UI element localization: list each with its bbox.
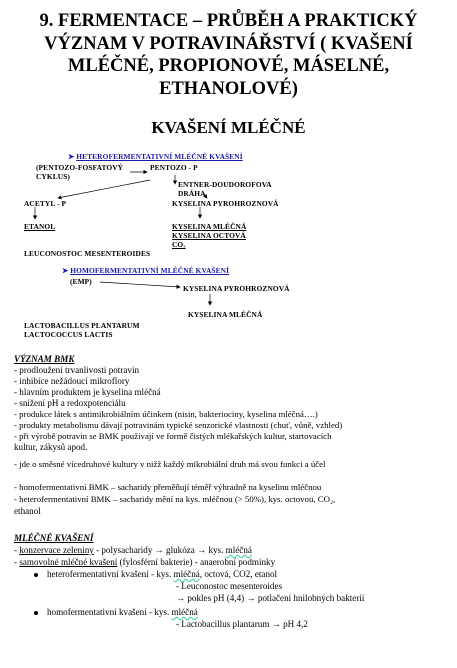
co2-node: CO₂ (172, 240, 186, 249)
lactobacillus-label: LACTOBACILLUS PLANTARUM (24, 321, 140, 330)
entner-node: ENTNER-DOUDOROFOVA (178, 180, 272, 189)
bullet-dot (34, 611, 38, 615)
title-line: MLÉČNÉ, PROPIONOVÉ, MÁSELNÉ, (67, 56, 390, 76)
samovolne-link: samovolné mléčné kvašení (19, 557, 118, 567)
title-line: VÝZNAM V POTRAVINÁŘSTVÍ ( KVAŠENÍ (44, 33, 413, 54)
hetero-heading: ➤ HETEROFERMENTATIVNÍ MLÉČNÉ KVAŠENÍ (68, 152, 243, 161)
konzervace-link: konzervace zeleniny (19, 545, 94, 555)
homo-heading: ➤ HOMOFERMENTATIVNÍ MLÉČNÉ KVAŠENÍ (62, 266, 230, 275)
vyznam-line: - jde o směsné vícedruhové kultury v nižž každý mikrobiální druh má svou funkci a účel (14, 459, 326, 469)
leuconostoc-label: LEUCONOSTOC MESENTEROIDES (24, 249, 151, 258)
vyznam-line: kultur, zákysů apod. (14, 442, 88, 452)
vyznam-line: - při výrobě potravin se BMK používají ve formě čistých mlékařských kultur, startovacích (14, 431, 332, 441)
octova-node: KYSELINA OCTOVÁ (172, 231, 246, 240)
mlecne-line-1: - konzervace zeleniny - polysacharidy → glukóza → kys. mléčná (14, 545, 252, 555)
vyznam-heading: VÝZNAM BMK (14, 354, 75, 364)
vyznam-line: - produkty metabolismu dávají potravinám typické senzorické vlastnosti (chuť, vůně, vzhled) (14, 420, 343, 430)
hetero-sub-2: → pokles pH (4,4) → potlačení hnilobných bakterií (176, 593, 365, 603)
vyznam-line: - produkce látek s antimikrobiálním účinkem (nisin, bakteriociny, kyselina mléčná….) (14, 409, 318, 419)
mlecna-node-2: KYSELINA MLÉČNÁ (188, 310, 263, 319)
mlecna-node: KYSELINA MLÉČNÁ (172, 222, 247, 231)
vyznam-line: - inhibice nežádoucí mikroflory (14, 376, 130, 386)
hetero-bmk-line: - heterofermentativní BMK – sacharidy mění na kys. mléčnou (> 50%), kys. octovou, CO₂, (14, 494, 336, 504)
homo-sub-1: - Lactobacillus plantarum → pH 4,2 (176, 619, 308, 629)
arrow-to-acetyl (58, 180, 150, 198)
homo-kvaseni-item: homofermentativní kvašení - kys. mléčná (47, 607, 198, 617)
hetero-sub-1: - Leuconostoc mesenteroides (176, 581, 283, 591)
pentozo-p-node: PENTOZO - P (150, 163, 198, 172)
vyznam-line: - prodloužení trvanlivosti potravin (14, 365, 140, 375)
homo-bmk-line: - homofermentativní BMK – sacharidy přeměňují téměř výhradně na kyselinu mléčnou (14, 482, 322, 492)
section-title: KVAŠENÍ MLÉČNÉ (151, 118, 306, 137)
pyro-node: KYSELINA PYROHROZNOVÁ (172, 199, 279, 208)
mlecne-heading: MLÉČNÉ KVAŠENÍ (14, 533, 94, 543)
hetero-kvaseni-item: heterofermentativní kvašení - kys. mléčná, octová, CO2, etanol (47, 569, 278, 579)
acetyl-node: ACETYL - P (24, 199, 67, 208)
title-line: 9. FERMENTACE – PRŮBĚH A PRAKTICKÝ (39, 11, 418, 31)
title-line: ETHANOLOVÉ) (159, 78, 298, 99)
pentozo-cycle-label-2: CYKLUS) (36, 172, 70, 181)
emp-label: (EMP) (70, 277, 92, 286)
bullet-dot (34, 573, 38, 577)
entner-node-2: DRÁHA (178, 189, 206, 198)
vyznam-line: - snížení pH a redoxpotenciálu (14, 398, 126, 408)
lactococcus-label: LACTOCOCCUS LACTIS (24, 330, 113, 339)
pentozo-cycle-label: (PENTOZO-FOSFATOVÝ (36, 163, 124, 172)
pyro-node-2: KYSELINA PYROHROZNOVÁ (183, 284, 290, 293)
etanol-node: ETANOL (24, 222, 56, 231)
hetero-bmk-line-2: ethanol (14, 506, 41, 516)
mlecne-line-2: - samovolné mléčné kvašení (fylosférní bakterie) - anaerobní podmínky (14, 557, 276, 567)
vyznam-line: - hlavním produktem je kyselina mléčná (14, 387, 161, 397)
arrow-to-pyro-2 (100, 282, 180, 287)
